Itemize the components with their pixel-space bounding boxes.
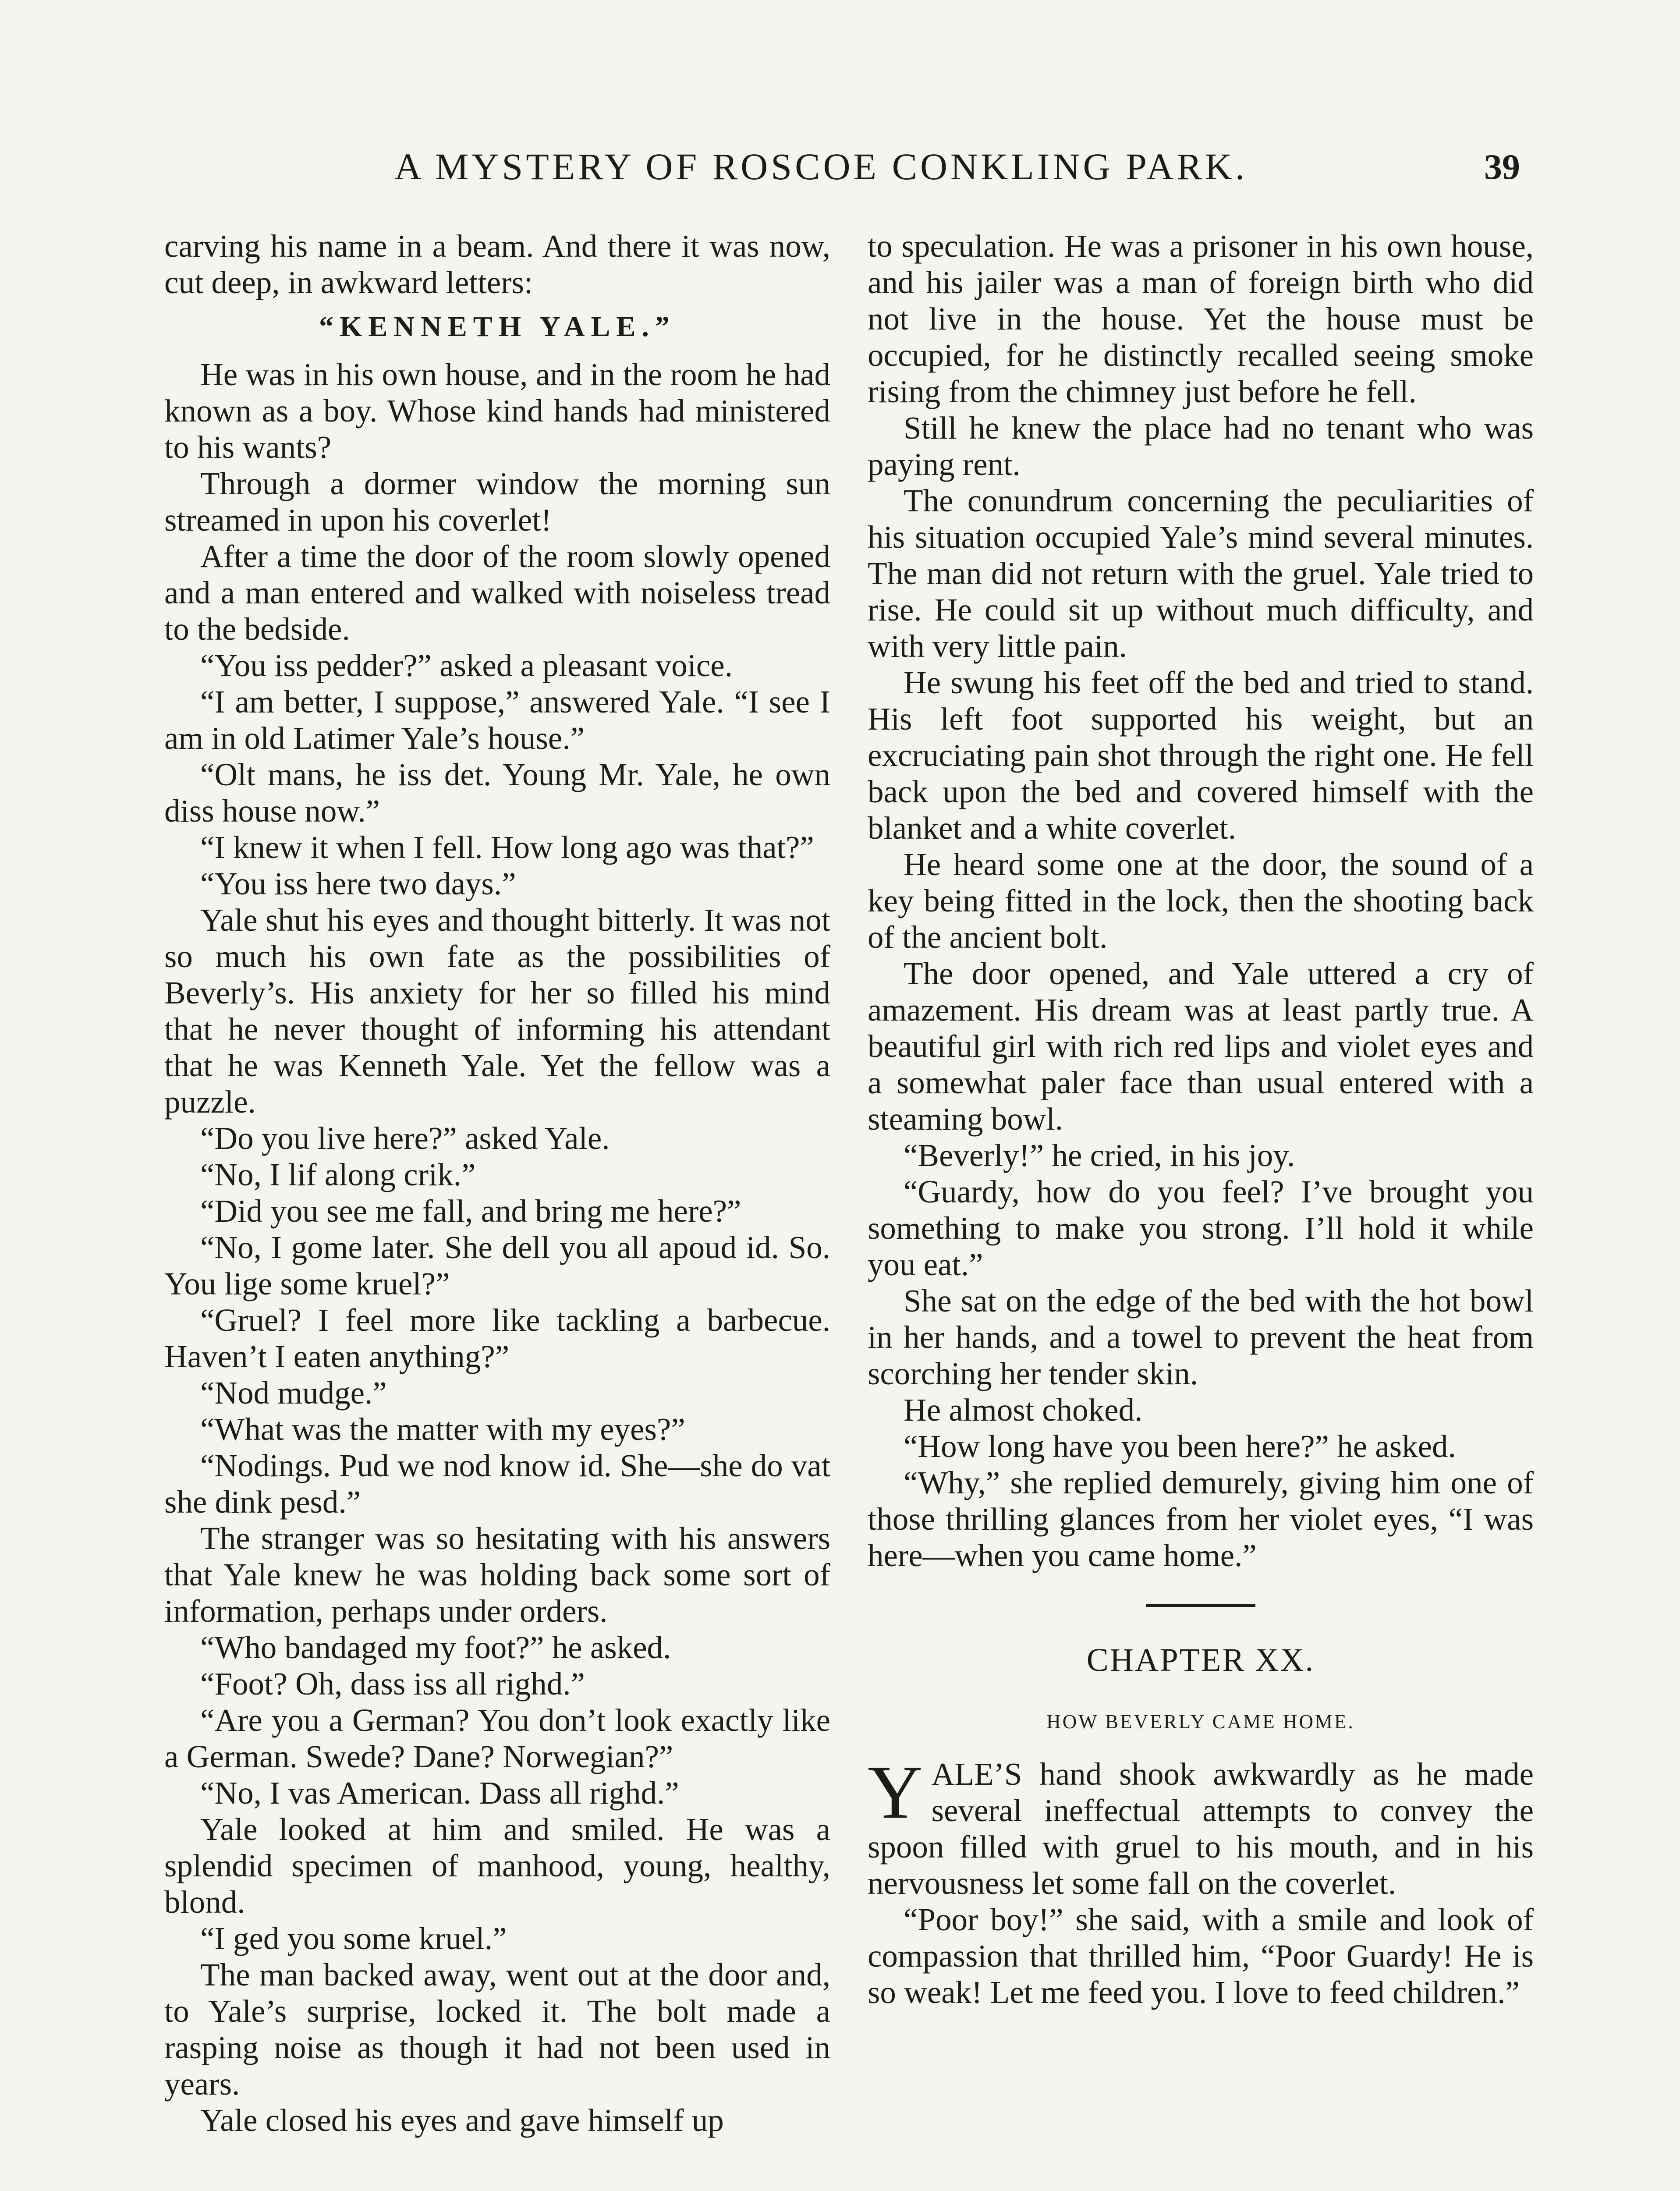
paragraph: The stranger was so hesitating with his answers that Yale knew he was holding back some sort of information, perhaps under orders. bbox=[164, 1521, 830, 1629]
paragraph: “No, I lif along crik.” bbox=[200, 1157, 476, 1192]
paragraph: He swung his feet off the bed and tried to stand. His left foot supported his weight, but an excruciating pain shot through the right one. He fell back upon the bed and covered himself with the blanket and a white coverlet. bbox=[868, 665, 1534, 846]
paragraph-text: ALE’S hand shook awkwardly as he made several ineffectual attempts to convey the spoon filled with gruel to his mouth, and in his nervousness let some fall on the coverlet. bbox=[868, 1756, 1534, 1901]
paragraph: “Beverly!” he cried, in his joy. bbox=[904, 1138, 1295, 1173]
paragraph: “You iss pedder?” asked a pleasant voice. bbox=[200, 648, 733, 683]
chapter-subtitle: HOW BEVERLY CAME HOME. bbox=[1046, 1711, 1355, 1733]
paragraph: “Guardy, how do you feel? I’ve brought you something to make you strong. I’ll hold it while you eat.” bbox=[868, 1174, 1534, 1282]
paragraph: She sat on the edge of the bed with the hot bowl in her hands, and a towel to prevent the heat from scorching her tender skin. bbox=[868, 1283, 1534, 1391]
paragraph: “No, I gome later. She dell you all apoud id. So. You lige some kruel?” bbox=[164, 1230, 830, 1301]
paragraph: He almost choked. bbox=[904, 1392, 1143, 1428]
paragraph: “I am better, I suppose,” answered Yale. “I see I am in old Latimer Yale’s house.” bbox=[164, 684, 830, 756]
section-divider bbox=[1146, 1604, 1255, 1607]
carved-name: “KENNETH YALE.” bbox=[319, 311, 676, 343]
paragraph: Still he knew the place had no tenant who was paying rent. bbox=[868, 410, 1534, 482]
paragraph: “No, I vas American. Dass all righd.” bbox=[200, 1775, 679, 1811]
drop-cap: Y bbox=[868, 1750, 923, 1834]
paragraph: After a time the door of the room slowly opened and a man entered and walked with noiseless tread to the bedside. bbox=[164, 539, 830, 647]
running-head bbox=[167, 145, 1520, 197]
paragraph: “Do you live here?” asked Yale. bbox=[200, 1120, 610, 1156]
paragraph: “Did you see me fall, and bring me here?” bbox=[200, 1193, 741, 1229]
paragraph: carving his name in a beam. And there it was now, cut deep, in awkward letters: bbox=[164, 228, 830, 300]
chapter-opening-paragraph bbox=[868, 1750, 1534, 1901]
paragraph: “You iss here two days.” bbox=[200, 866, 516, 901]
paragraph: “I ged you some kruel.” bbox=[200, 1921, 507, 1956]
paragraph: Yale looked at him and smiled. He was a splendid specimen of manhood, young, healthy, blond. bbox=[164, 1812, 830, 1920]
paragraph: “Olt mans, he iss det. Young Mr. Yale, he own diss house now.” bbox=[164, 757, 830, 829]
paragraph: He heard some one at the door, the sound of a key being fitted in the lock, then the shooting back of the ancient bolt. bbox=[868, 847, 1534, 955]
paragraph: He was in his own house, and in the room he had known as a boy. Whose kind hands had ministered to his wants? bbox=[164, 357, 830, 465]
paragraph: Yale shut his eyes and thought bitterly. It was not so much his own fate as the possibilities of Beverly’s. His anxiety for her so filled his mind that he never thought of informing his attendant that he was Kenneth Yale. Yet the fellow was a puzzle. bbox=[164, 902, 830, 1120]
page-number: 39 bbox=[1484, 147, 1520, 187]
paragraph: The man backed away, went out at the door and, to Yale’s surprise, locked it. The bolt made a rasping noise as though it had not been used in years. bbox=[164, 1957, 830, 2102]
running-title: A MYSTERY OF ROSCOE CONKLING PARK. bbox=[394, 145, 1248, 188]
paragraph: The door opened, and Yale uttered a cry of amazement. His dream was at least partly true. A beautiful girl with rich red lips and violet eyes and a somewhat paler face than usual entered with a steaming bowl. bbox=[868, 956, 1534, 1137]
paragraph: “Are you a German? You don’t look exactly like a German. Swede? Dane? Norwegian?” bbox=[164, 1702, 830, 1774]
paragraph: “Foot? Oh, dass iss all righd.” bbox=[200, 1666, 585, 1702]
paragraph: “How long have you been here?” he asked. bbox=[904, 1429, 1456, 1464]
chapter-title: CHAPTER XX. bbox=[1086, 1642, 1315, 1678]
paragraph: to speculation. He was a prisoner in his own house, and his jailer was a man of foreign birth who did not live in the house. Yet the house must be occupied, for he distinctly recalled seeing smoke rising from the chimney just before he fell. bbox=[868, 228, 1534, 409]
paragraph: “Nodings. Pud we nod know id. She—she do vat she dink pesd.” bbox=[164, 1448, 830, 1520]
paragraph: “Poor boy!” she said, with a smile and look of compassion that thrilled him, “Poor Guardy! He is so weak! Let me feed you. I love to feed children.” bbox=[868, 1902, 1534, 2010]
paragraph: “Why,” she replied demurely, giving him one of those thrilling glances from her violet eyes, “I was here—when you came home.” bbox=[868, 1465, 1534, 1573]
paragraph: “I knew it when I fell. How long ago was that?” bbox=[200, 830, 814, 865]
right-column bbox=[868, 228, 1534, 2010]
paragraph: “What was the matter with my eyes?” bbox=[200, 1411, 685, 1447]
paragraph: “Nod mudge.” bbox=[200, 1375, 387, 1411]
paragraph: The conundrum concerning the peculiarities of his situation occupied Yale’s mind several minutes. The man did not return with the gruel. Yale tried to rise. He could sit up without much difficulty, and with very little pain. bbox=[868, 483, 1534, 664]
paragraph: Yale closed his eyes and gave himself up bbox=[200, 2102, 724, 2138]
left-column bbox=[164, 228, 830, 2138]
paragraph: Through a dormer window the morning sun streamed in upon his coverlet! bbox=[164, 466, 830, 538]
paragraph: “Who bandaged my foot?” he asked. bbox=[200, 1630, 671, 1665]
paragraph: “Gruel? I feel more like tackling a barbecue. Haven’t I eaten anything?” bbox=[164, 1302, 830, 1374]
